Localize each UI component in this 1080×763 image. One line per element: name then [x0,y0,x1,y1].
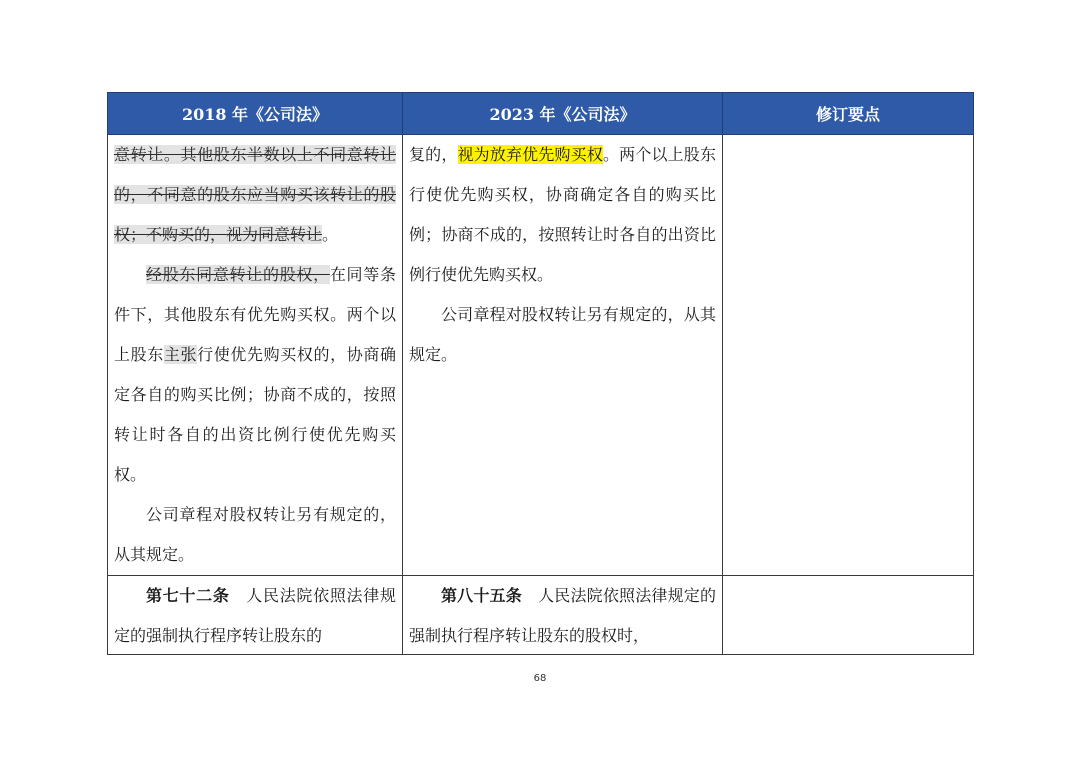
changed-text: 主张 [163,345,198,364]
text: 行使优先购买权的，协商确定各自的购买比例；协商不成的，按照转让时各自的出资比例行使优先购买权。 [114,345,396,484]
revision-notes-cell [723,135,974,576]
page-number: 68 [533,673,547,684]
deleted-text: 意转让。其他股东半数以上不同意转让的，不同意的股东应当购买该转让的股权；不购买的，视为同意转让 [114,145,396,244]
text: 。 [322,225,339,244]
article-number: 第八十五条 [441,586,522,605]
deleted-text: 经股东同意转让的股权， [146,265,330,284]
table-header-row [108,93,974,135]
revision-notes-cell [723,576,974,655]
text: 复的， [409,145,458,164]
header-2023-law: 2023 年《公司法》 [403,93,723,135]
highlighted-text: 视为放弃优先购买权 [457,145,603,164]
new-paragraph-2: 公司章程对股权转让另有规定的，从其规定。 [409,305,716,364]
new-law-cell [403,135,723,576]
old-paragraph-1 [114,135,396,255]
header-2018-law: 2018 年《公司法》 [108,93,403,135]
text: 在同等条件下，其他股东有优先购买权。两个以上股东 [114,265,396,364]
old-law-cell [108,576,403,655]
old-law-cell [108,135,403,576]
new-article-paragraph [409,576,716,654]
article-number: 第七十二条 [146,586,230,605]
comparison-table [107,92,974,655]
old-paragraph-3: 公司章程对股权转让另有规定的，从其规定。 [114,505,396,564]
text: 人民法院依照法律规定的强制执行程序转让股东的股权时， [409,586,716,645]
header-revision-points: 修订要点 [723,93,974,135]
text: 。两个以上股东行使优先购买权，协商确定各自的购买比例；协商不成的，按照转让时各自的出资比例行使优先购买权。 [409,145,716,284]
new-law-cell [403,576,723,655]
new-paragraph-1 [409,135,716,295]
text: 人民法院依照法律规定的强制执行程序转让股东的 [114,586,396,645]
old-article-paragraph [114,576,396,654]
table-row [108,135,974,576]
old-paragraph-2 [114,255,396,495]
table-row [108,576,974,655]
